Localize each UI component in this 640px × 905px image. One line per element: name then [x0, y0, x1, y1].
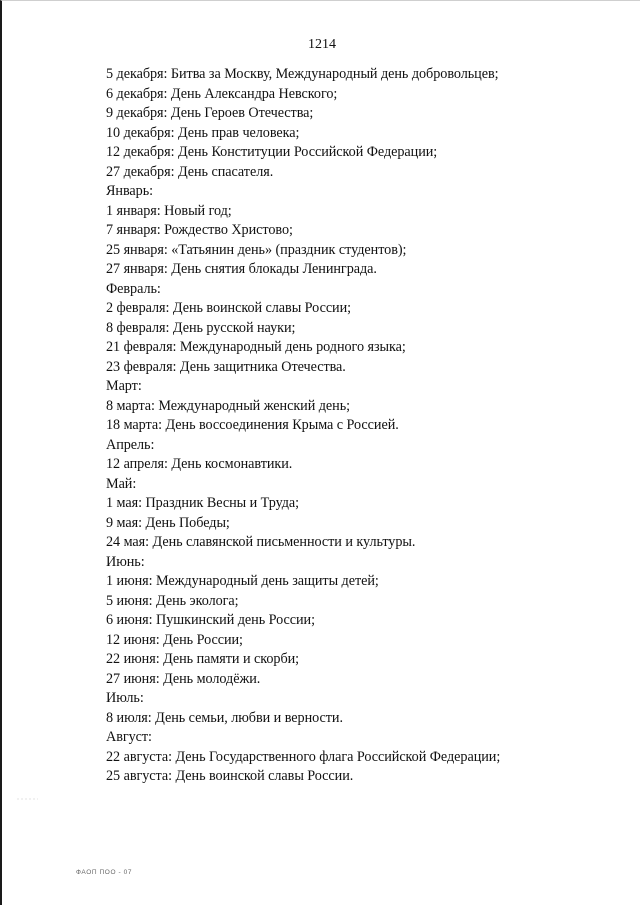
list-item: 5 июня: День эколога; [106, 592, 239, 609]
list-item: 10 декабря: День прав человека; [106, 124, 300, 141]
list-item: 12 декабря: День Конституции Российской Федерации; [106, 144, 438, 160]
list-item: 27 декабря: День спасателя. [106, 163, 274, 180]
list-item: 24 мая: День славянской письменности и культуры. [106, 534, 416, 550]
month-heading-august: Август: [106, 729, 152, 745]
list-item: 1 мая: Праздник Весны и Труда; [106, 495, 300, 511]
page-number: 1214 [308, 37, 336, 52]
month-heading-april: Апрель: [106, 436, 155, 453]
footer-code: ФАОП ПОО - 07 [76, 869, 133, 876]
list-item: 12 апреля: День космонавтики. [106, 456, 293, 472]
list-item: 8 февраля: День русской науки; [106, 319, 296, 336]
list-item: 22 августа: День Государственного флага Российской Федерации; [106, 748, 501, 765]
scan-artifact [16, 797, 38, 801]
list-item: 9 декабря: День Героев Отечества; [106, 105, 314, 121]
list-item: 27 января: День снятия блокады Ленинграда. [106, 261, 377, 277]
holiday-list [106, 65, 606, 787]
list-item: 2 февраля: День воинской славы России; [106, 300, 352, 316]
month-heading-january: Январь: [106, 183, 154, 199]
list-item: 6 июня: Пушкинский день России; [106, 612, 315, 628]
month-heading-may: Май: [106, 475, 137, 492]
list-item: 9 мая: День Победы; [106, 514, 230, 531]
list-item: 25 августа: День воинской славы России. [106, 768, 354, 784]
month-heading-june: Июнь: [106, 553, 145, 570]
list-item: 21 февраля: Международный день родного языка; [106, 339, 406, 355]
month-heading-march: Март: [106, 378, 142, 394]
list-item: 23 февраля: День защитника Отечества. [106, 358, 346, 375]
list-item: 5 декабря: Битва за Москву, Международный день добровольцев; [106, 66, 499, 82]
list-item: 27 июня: День молодёжи. [106, 670, 261, 687]
list-item: 1 июня: Международный день защиты детей; [106, 573, 379, 589]
month-heading-february: Февраль: [106, 280, 161, 297]
list-item: 22 июня: День памяти и скорби; [106, 651, 300, 667]
list-item: 7 января: Рождество Христово; [106, 222, 293, 238]
list-item: 8 марта: Международный женский день; [106, 397, 351, 414]
list-item: 6 декабря: День Александра Невского; [106, 85, 338, 102]
list-item: 18 марта: День воссоединения Крыма с Россией. [106, 417, 399, 433]
list-item: 8 июля: День семьи, любви и верности. [106, 709, 343, 726]
month-heading-july: Июль: [106, 690, 144, 706]
list-item: 1 января: Новый год; [106, 202, 232, 219]
list-item: 25 января: «Татьянин день» (праздник студентов); [106, 241, 407, 258]
list-item: 12 июня: День России; [106, 631, 243, 648]
